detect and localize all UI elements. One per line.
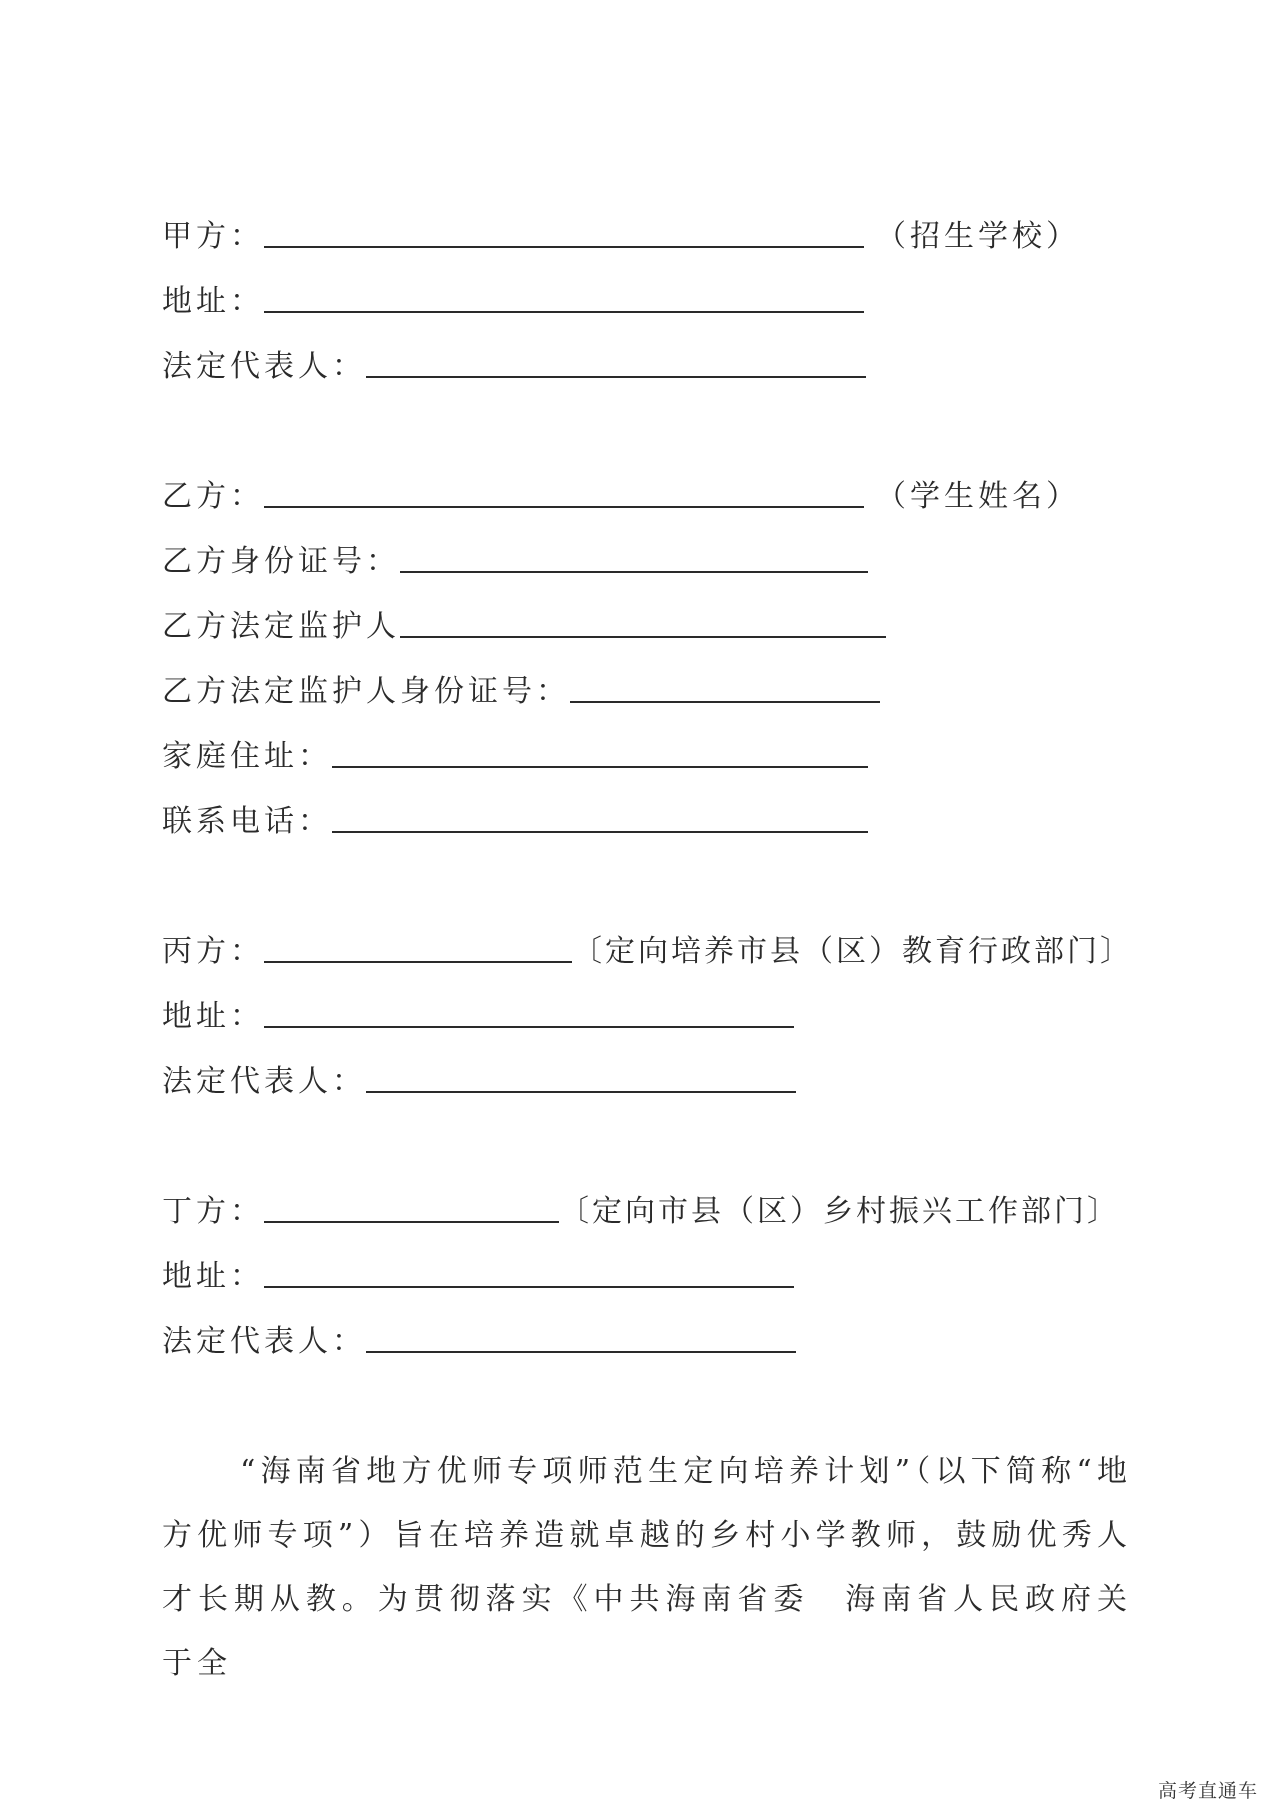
- intro-paragraph: “海南省地方优师专项师范生定向培养计划”（以下简称“地方优师专项”）旨在培养造就卓越的乡村小学教师，鼓励优秀人才长期从教。为贯彻落实《中共海南省委 海南省人民政府关于全: [162, 1454, 1132, 1681]
- party-b-guardian-field[interactable]: [400, 636, 886, 638]
- party-a-address-field[interactable]: [264, 311, 864, 313]
- party-b-id-label: 乙方身份证号：: [162, 544, 400, 579]
- party-d-rep-field[interactable]: [366, 1351, 796, 1353]
- party-d-note: 〔定向市县（区）乡村振兴工作部门〕: [559, 1194, 1120, 1229]
- party-b-guardian-id-label: 乙方法定监护人身份证号：: [162, 674, 570, 709]
- party-a-row: [162, 215, 1080, 255]
- party-b-guardian-id-field[interactable]: [570, 701, 880, 703]
- party-a-rep-label: 法定代表人：: [162, 349, 366, 384]
- party-d-address-row: [162, 1255, 794, 1295]
- party-b-guardian-row: [162, 605, 886, 645]
- party-d-row: [162, 1190, 1120, 1230]
- party-a-rep-field[interactable]: [366, 376, 866, 378]
- party-c-rep-field[interactable]: [366, 1091, 796, 1093]
- party-b-id-row: [162, 540, 868, 580]
- party-b-row: [162, 475, 1080, 515]
- party-a-rep-row: [162, 345, 866, 385]
- party-b-home-field[interactable]: [332, 766, 868, 768]
- party-c-rep-label: 法定代表人：: [162, 1064, 366, 1099]
- party-c-rep-row: [162, 1060, 796, 1100]
- party-c-row: [162, 930, 1133, 970]
- party-b-home-row: [162, 735, 868, 775]
- party-c-address-label: 地址：: [162, 999, 264, 1034]
- party-c-note: 〔定向培养市县（区）教育行政部门〕: [572, 934, 1133, 969]
- party-a-note: （招生学校）: [876, 219, 1080, 254]
- party-c-field[interactable]: [264, 961, 572, 963]
- party-d-rep-label: 法定代表人：: [162, 1324, 366, 1359]
- party-a-label: 甲方：: [162, 219, 264, 254]
- party-b-guardian-id-row: [162, 670, 880, 710]
- party-b-label: 乙方：: [162, 479, 264, 514]
- party-d-address-field[interactable]: [264, 1286, 794, 1288]
- party-b-note: （学生姓名）: [876, 479, 1080, 514]
- party-d-address-label: 地址：: [162, 1259, 264, 1294]
- party-c-label: 丙方：: [162, 934, 264, 969]
- party-b-phone-row: [162, 800, 868, 840]
- party-b-phone-field[interactable]: [332, 831, 868, 833]
- party-c-address-row: [162, 995, 794, 1035]
- party-b-guardian-label: 乙方法定监护人: [162, 609, 400, 644]
- intro-section: [162, 1440, 1132, 1696]
- party-b-field[interactable]: [264, 506, 864, 508]
- party-a-address-row: [162, 280, 864, 320]
- party-d-field[interactable]: [264, 1221, 559, 1223]
- party-b-home-label: 家庭住址：: [162, 739, 332, 774]
- watermark: 高考直通车: [1157, 1780, 1258, 1802]
- party-c-address-field[interactable]: [264, 1026, 794, 1028]
- party-a-field[interactable]: [264, 246, 864, 248]
- party-d-label: 丁方：: [162, 1194, 264, 1229]
- party-b-id-field[interactable]: [400, 571, 868, 573]
- party-b-phone-label: 联系电话：: [162, 804, 332, 839]
- party-a-address-label: 地址：: [162, 284, 264, 319]
- party-d-rep-row: [162, 1320, 796, 1360]
